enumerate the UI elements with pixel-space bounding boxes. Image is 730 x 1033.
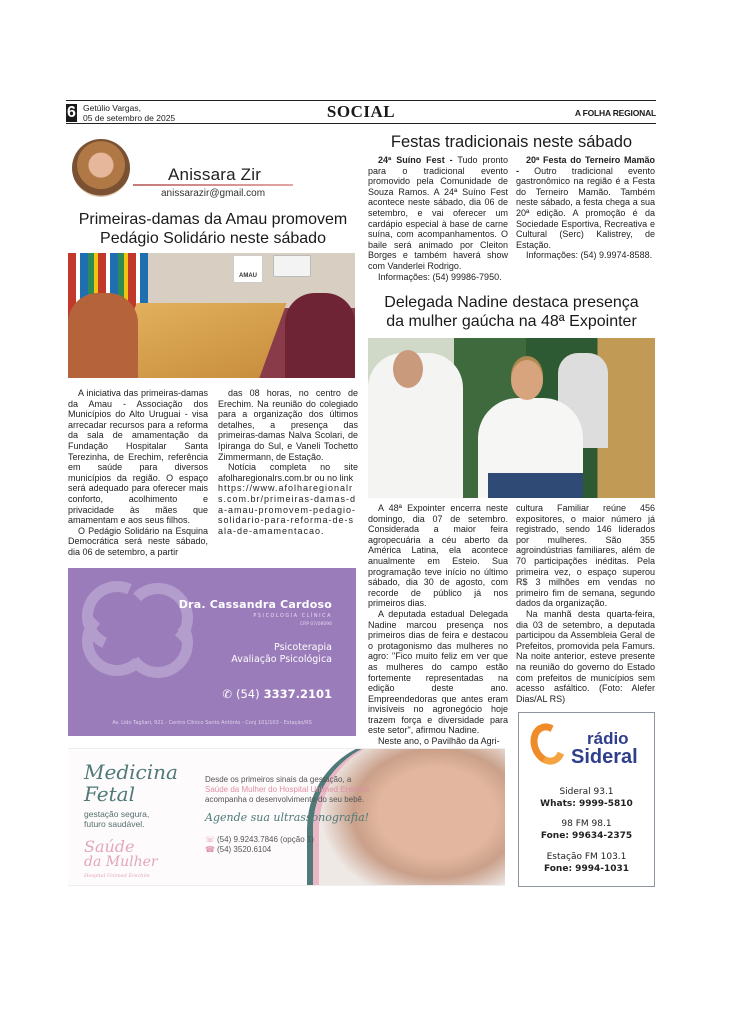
section-title: SOCIAL xyxy=(326,102,396,121)
ad-psico-address: Av. Lido Tagliari, 921 - Centro Clínico Santo Antônio - Conj 101/103 - Estação/RS xyxy=(112,720,312,726)
paragraph: Na manhã desta quarta-feira, dia 03 de setembro, a deputada participou da Assembleia Geral de Prefeitos, promovida pela Famurs. Na noite anterior, esteve presente na reunião do governo do Estado com prefeitos de municípios sem acesso asfáltico. (Foto: Alefer Dias/AL RS) xyxy=(516,608,655,704)
paragraph: A deputada estadual Delegada Nadine marcou presença nos primeiros dias de feira e destacou o protagonismo das mulheres no agro: "Fico muito feliz em ver que as mulheres do campo estão fortemente representadas na edição deste ano. Empreendedoras que antes eram invisíveis no agronegócio hoje trazem força e diversidade para este setor", afirmou Nadine. xyxy=(368,608,508,736)
tagline-line: gestação segura, xyxy=(84,809,150,819)
ad-fetal-title xyxy=(84,761,178,805)
service-item: Avaliação Psicológica xyxy=(231,654,332,665)
phone-area: (54) xyxy=(236,687,260,701)
columnist-email: anissarazir@gmail.com xyxy=(161,188,266,199)
photo-amau-meeting xyxy=(68,253,355,378)
item-title: 20ª Festa do Terneiro Mamão - xyxy=(516,155,655,176)
radio-station xyxy=(519,851,654,875)
paragraph: Notícia completa no site afolharegionalrs.com.br ou no link xyxy=(218,462,358,483)
paragraph: A 48ª Expointer encerra neste domingo, dia 07 de setembro. Considerada a maior feira agropecuária a céu aberto da América Latina, ela acontece anualmente em Esteio. Sua programação teve início no último sábado, dia 30 de agosto, com recorde de público já nos primeiros dias. xyxy=(368,503,508,609)
ad-psico-crp: CRP 07/08096 xyxy=(300,622,332,627)
columnist-avatar xyxy=(72,139,130,197)
photo-person xyxy=(68,293,138,378)
columnist-name: Anissara Zir xyxy=(168,165,262,184)
headline-nadine-line1: Delegada Nadine destaca presença xyxy=(384,294,639,311)
station-contact: Fone: 9994-1031 xyxy=(543,864,630,874)
page-header xyxy=(66,100,656,124)
ad-fetal-brand: Saúde xyxy=(84,837,135,856)
station-contact: Whats: 9999-5810 xyxy=(540,799,633,809)
telephone-icon: ☎ xyxy=(205,845,215,854)
ad-psicologia[interactable] xyxy=(68,568,356,736)
ad-medicina-fetal[interactable] xyxy=(68,748,505,886)
phone-text: (54) 9.9243.7846 (opção 1) xyxy=(217,835,314,844)
item-title: 24ª Suíno Fest - xyxy=(378,155,453,165)
item-body: Outro tradicional evento gastronômico na região é a Festa do Terneiro Mamão. Também neste sábado, a festa chega a sua 20ª edição. A promoção é da Sociedade Esportiva, Recreativa e Cultural (Serc) Kalistrey, de Estação. xyxy=(516,165,655,250)
columnist-divider xyxy=(133,184,293,186)
service-item: Psicoterapia xyxy=(274,642,332,653)
ad-fetal-contacts xyxy=(205,835,314,855)
paragraph: Neste ano, o Pavilhão da Agri- xyxy=(378,736,500,747)
item-info: Informações: (54) 99986-7950. xyxy=(378,271,502,282)
article-festas-col2 xyxy=(516,155,655,261)
phone-icon: ✆ xyxy=(222,687,232,701)
headline-amau xyxy=(68,210,358,248)
paragraph: cultura Familiar reúne 456 expositores, o maior número já registrado, sendo 146 liderados por mulheres. São 355 agroindústrias familiares, além de 70 participações inéditas. Pela primeira vez, o espaço superou R$ 3 milhões em vendas no primeiro fim de semana, segundo dados da organização. xyxy=(516,503,655,609)
ad-psico-phone xyxy=(222,687,332,701)
page-number: 6 xyxy=(67,104,76,121)
whatsapp-icon: ☏ xyxy=(205,835,216,844)
contact-landline xyxy=(205,845,314,855)
ad-psico-name: Dra. Cassandra Cardoso xyxy=(178,598,332,611)
ad-fetal-tagline xyxy=(84,809,149,829)
article-nadine-col1 xyxy=(368,503,508,747)
article-amau-col2 xyxy=(218,388,358,536)
headline-festas: Festas tradicionais neste sábado xyxy=(390,133,633,151)
ad-fetal-brand-hospital: Hospital Unimed Erechim xyxy=(84,873,150,879)
article-amau-col1 xyxy=(68,388,208,558)
header-date: 05 de setembro de 2025 xyxy=(83,113,176,123)
item-info: Informações: (54) 9.9974-8588. xyxy=(526,250,653,261)
photo-detail xyxy=(488,473,583,498)
station-name: Estação FM 103.1 xyxy=(546,852,627,862)
radio-logo-swirl-icon xyxy=(525,718,571,769)
headline-nadine xyxy=(368,293,655,331)
phone-number: 3337.2101 xyxy=(263,687,332,701)
radio-station xyxy=(519,786,654,810)
station-contact: Fone: 99634-2375 xyxy=(540,831,633,841)
header-city: Getúlio Vargas, xyxy=(83,103,141,113)
photo-board xyxy=(273,255,311,277)
paragraph xyxy=(516,155,655,250)
photo-person-head xyxy=(511,360,543,400)
radio-station xyxy=(519,818,654,842)
desc-line: acompanha o desenvolvimento do seu bebê. xyxy=(205,795,365,804)
station-name: 98 FM 98.1 xyxy=(561,819,612,829)
paragraph xyxy=(368,155,508,272)
desc-line: Desde os primeiros sinais da gestação, a xyxy=(205,775,352,784)
phone-text: (54) 3520.6104 xyxy=(216,845,272,854)
radio-brand-bottom: Sideral xyxy=(571,746,638,768)
station-name: Sideral 93.1 xyxy=(559,787,614,797)
ad-psico-specialty: PSICOLOGIA CLÍNICA xyxy=(253,614,332,619)
ad-fetal-description xyxy=(205,775,370,805)
ad-psico-services xyxy=(231,642,332,666)
ad-fetal-cta: Agende sua ultrassonografia! xyxy=(205,811,370,824)
photo-person xyxy=(285,293,355,378)
contact-whatsapp xyxy=(205,835,314,845)
ad-radio-sideral[interactable] xyxy=(518,712,655,887)
headline-amau-line1: Primeiras-damas da Amau promovem xyxy=(78,211,348,228)
paragraph: das 08 horas, no centro de Erechim. Na reunião do colegiado para a organização dos últimos detalhes, a presença das primeiras-damas Nalva Scolari, de Ipiranga do Sul, e Vaneli Tochetto Zimmermann, de Estação. xyxy=(218,388,358,462)
paragraph: A iniciativa das primeiras-damas da Amau - Associação dos Municípios do Alto Uruguai - visa arrecadar recursos para a reforma da sala de amamentação da Fundação Hospitalar Santa Terezinha, de Erechim, referência em saúde para diversos municípios da região. O espaço será adequado para oferecer mais conforto, acolhimento e privacidade às mães que amamentam e aos seus filhos. xyxy=(68,388,208,526)
tagline-line: futuro saudável. xyxy=(84,819,145,829)
title-line: Fetal xyxy=(84,782,135,806)
article-link[interactable]: https://www.afolharegionalrs.com.br/primeiras-damas-da-amau-promovem-pedagio-solidario-para-reforma-de-sala-de-amamentacao. xyxy=(218,483,357,536)
newspaper-brand: A FOLHA REGIONAL xyxy=(574,108,656,118)
photo-nadine-expointer xyxy=(368,338,655,498)
article-festas-col1 xyxy=(368,155,508,282)
amau-logo: AMAU xyxy=(233,255,263,283)
ad-fetal-brand: da Mulher xyxy=(84,854,158,870)
paragraph: O Pedágio Solidário na Esquina Democrática será neste sábado, dia 06 de setembro, a partir xyxy=(68,525,208,557)
headline-nadine-line2: da mulher gaúcha na 48ª Expointer xyxy=(386,313,637,330)
article-nadine-col2 xyxy=(516,503,655,704)
headline-amau-line2: Pedágio Solidário neste sábado xyxy=(100,230,326,247)
photo-person-head xyxy=(393,350,423,388)
radio-brand-top: rádio xyxy=(587,729,629,748)
item-body: Tudo pronto para o tradicional evento promovido pela Comunidade de Souza Ramos. A 24ª Suíno Fest acontece neste sábado, dia 06 de setembro, e vai oferecer um cardápio especial à base de carne suína, com acompanhamentos. O baile será animado por Cleiton Borges e também haverá show com Vanderlei Rodrigo. xyxy=(368,155,508,271)
title-line: Medicina xyxy=(84,760,178,784)
desc-line: Saúde da Mulher do Hospital Unimed Erechim xyxy=(205,785,370,794)
